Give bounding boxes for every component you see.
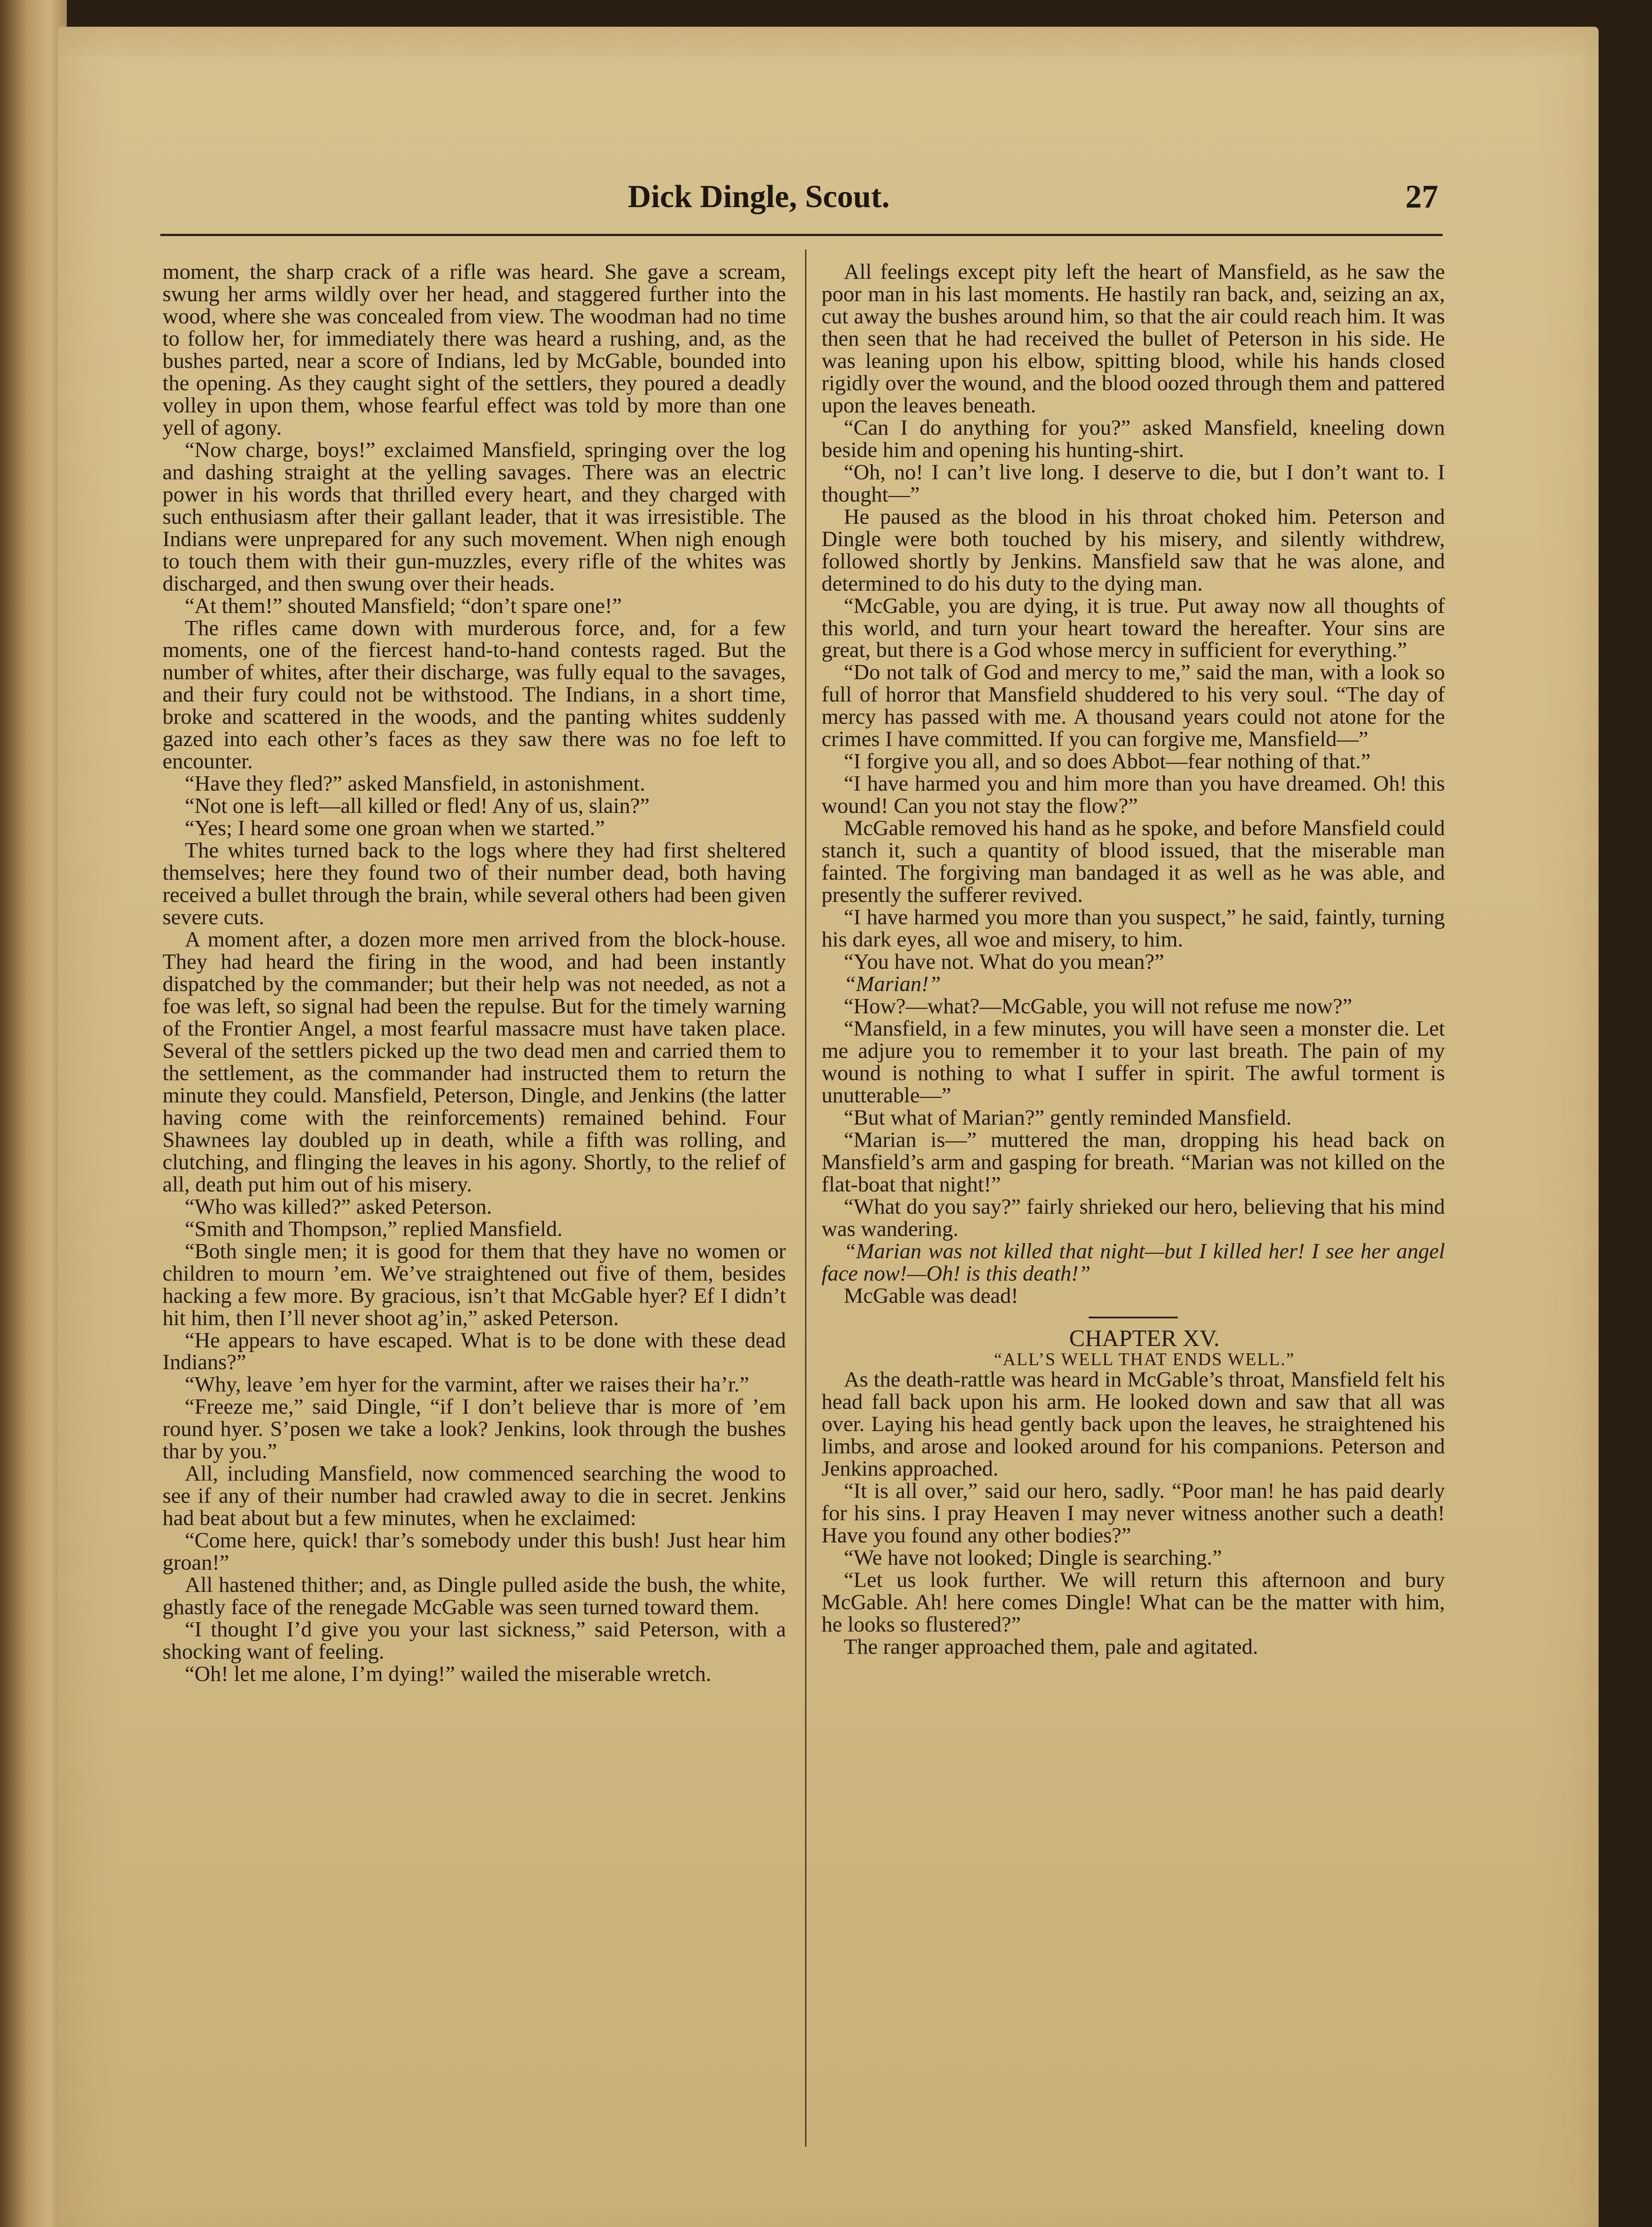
paragraph: “But what of Marian?” gently reminded Mansfield. [844, 1105, 1292, 1130]
paragraph: “Let us look further. We will return this afternoon and bury McGable. Ah! here comes Dingle! What can be the matter with him, he looks so flustered?” [822, 1567, 1445, 1637]
paragraph: “Have they fled?” asked Mansfield, in astonishment. [185, 771, 646, 796]
paragraph: The whites turned back to the logs where they had first sheltered themselves; here they found two of their number dead, both having received a bullet through the brain, while several others had been given severe cuts. [163, 838, 786, 930]
paragraph: “Oh, no! I can’t live long. I deserve to die, but I don’t want to. I thought—” [822, 459, 1445, 506]
paragraph: “Freeze me,” said Dingle, “if I don’t believe thar is more of ’em round hyer. S’posen we take a look? Jenkins, look through the bushes thar by you.” [163, 1394, 786, 1464]
paragraph: “Marian!” [844, 971, 941, 996]
paragraph: “Mansfield, in a few minutes, you will have seen a monster die. Let me adjure you to remember it to your last breath. The pain of my wound is nothing to what I suffer in spirit. The awful torment is unutterable—” [822, 1016, 1445, 1107]
paragraph: “We have not looked; Dingle is searching.” [844, 1545, 1222, 1570]
paragraph: “Now charge, boys!” exclaimed Mansfield, springing over the log and dashing straight at the yelling savages. There was an electric power in his words that thrilled every heart, and they charged with such enthusiasm after their gallant leader, that it was irresistible. The Indians were unprepared for any such movement. When nigh enough to touch them with their gun-muzzles, every rifle of the whites was discharged, and then swung over their heads. [163, 437, 786, 595]
column-divider [805, 249, 806, 2147]
paragraph: As the death-rattle was heard in McGable’s throat, Mansfield felt his head fall back upon his arm. He looked down and saw that all was over. Laying his head gently back upon the leaves, he straightened his limbs, and arose and looked around for his companions. Peterson and Jenkins approached. [822, 1367, 1445, 1481]
paragraph: A moment after, a dozen more men arrived from the block-house. They had heard the firing in the wood, and had been instantly dispatched by the commander; but their help was not needed, as not a foe was left, so signal had been the repulse. But for the timely warning of the Frontier Angel, a most fearful massacre must have taken place. Several of the settlers picked up the two dead men and carried them to the settlement, as the commander had instructed them to return the minute they could. Mansfield, Peterson, Dingle, and Jenkins (the latter having come with the reinforcements) remained behind. Four Shawnees lay doubled up in death, while a fifth was rolling, and clutching, and flinging the leaves in his agony. Shortly, to the relief of all, death put him out of his misery. [163, 927, 786, 1196]
chapter-subtitle: “ALL’S WELL THAT ENDS WELL.” [994, 1349, 1295, 1369]
paragraph: “I forgive you all, and so does Abbot—fear nothing of that.” [844, 749, 1371, 774]
paragraph: “Marian is—” muttered the man, dropping his head back on Mansfield’s arm and gasping for breath. “Marian was not killed on the flat-boat that night!” [822, 1127, 1445, 1196]
page-number: 27 [1405, 179, 1438, 215]
paragraph: He paused as the blood in his throat choked him. Peterson and Dingle were both touched by his misery, and silently withdrew, followed shortly by Jenkins. Mansfield saw that he was alone, and determined to do his duty to the dying man. [822, 504, 1445, 595]
binding-spine [0, 0, 67, 2227]
chapter-title: CHAPTER XV. [1069, 1325, 1220, 1351]
paragraph: “How?—what?—McGable, you will not refuse me now?” [844, 993, 1352, 1018]
paragraph: McGable was dead! [844, 1283, 1018, 1308]
paragraph: “At them!” shouted Mansfield; “don’t spare one!” [185, 593, 622, 618]
paragraph: “You have not. What do you mean?” [844, 949, 1164, 974]
paragraph: “Smith and Thompson,” replied Mansfield. [185, 1216, 563, 1241]
paragraph: McGable removed his hand as he spoke, and before Mansfield could stanch it, such a quantity of blood issued, that the miserable man fainted. The forgiving man bandaged it as well as he was able, and presently the sufferer revived. [822, 816, 1445, 907]
paragraph: All, including Mansfield, now commenced searching the wood to see if any of their number had crawled away to die in secret. Jenkins had beat about but a few minutes, when he exclaimed: [163, 1461, 786, 1530]
paragraph: “Marian was not killed that night—but I killed her! I see her angel face now!—Oh! is this death!” [822, 1238, 1445, 1285]
paragraph: “McGable, you are dying, it is true. Put away now all thoughts of this world, and turn your heart toward the hereafter. Your sins are great, but there is a God whose mercy in sufficient for everything.” [822, 593, 1445, 662]
paragraph: “Why, leave ’em hyer for the varmint, after we raises their ha’r.” [185, 1372, 749, 1397]
running-title: Dick Dingle, Scout. [628, 179, 890, 214]
paragraph: “Who was killed?” asked Peterson. [185, 1194, 492, 1219]
paragraph: The rifles came down with murderous force, and, for a few moments, one of the fiercest hand-to-hand contests raged. But the number of whites, after their discharge, was fully equal to the savages, and their fury could not be withstood. The Indians, in a short time, broke and scattered in the woods, and the panting whites suddenly gazed into each other’s faces as they saw there was no foe left to encounter. [163, 615, 786, 774]
page-header [102, 178, 1438, 232]
paragraph: moment, the sharp crack of a rifle was heard. She gave a scream, swung her arms wildly over her head, and staggered further into the wood, where she was concealed from view. The woodman had no time to follow her, for immediately there was heard a rushing, and, as the bushes parted, near a score of Indians, led by McGable, bounded into the opening. As they caught sight of the settlers, they poured a deadly volley in upon them, whose fearful effect was told by more than one yell of agony. [163, 259, 786, 440]
paragraph: “Do not talk of God and mercy to me,” said the man, with a look so full of horror that Mansfield shuddered to his very soul. “The day of mercy has passed with me. A thousand years could not atone for the crimes I have committed. If you can forgive me, Mansfield—” [822, 660, 1445, 751]
paragraph: “I thought I’d give you your last sickness,” said Peterson, with a shocking want of feeling. [163, 1617, 786, 1664]
paragraph: “He appears to have escaped. What is to be done with these dead Indians?” [163, 1327, 786, 1375]
paragraph: “I have harmed you more than you suspect,” he said, faintly, turning his dark eyes, all woe and misery, to him. [822, 905, 1445, 952]
paragraph: “Not one is left—all killed or fled! Any of us, slain?” [185, 793, 650, 818]
paragraph: “Can I do anything for you?” asked Mansfield, kneeling down beside him and opening his hunting-shirt. [822, 415, 1445, 462]
right-column [822, 261, 1445, 1658]
paragraph: All hastened thither; and, as Dingle pulled aside the bush, the white, ghastly face of the renegade McGable was seen turned toward them. [163, 1572, 786, 1619]
header-rule [160, 234, 1443, 236]
paragraph: “It is all over,” said our hero, sadly. “Poor man! he has paid dearly for his sins. I pray Heaven I may never witness another such a death! Have you found any other bodies?” [822, 1478, 1445, 1548]
paragraph: “What do you say?” fairly shrieked our hero, believing that his mind was wandering. [822, 1194, 1445, 1241]
paragraph: “Both single men; it is good for them that they have no women or children to mourn ’em. We’ve straightened out five of them, besides hacking a few more. By gracious, isn’t that McGable hyer? Ef I didn’t hit him, then I’ll never shoot ag’in,” asked Peterson. [163, 1238, 786, 1330]
paragraph: “Come here, quick! thar’s somebody under this bush! Just hear him groan!” [163, 1528, 786, 1575]
paragraph: The ranger approached them, pale and agitated. [844, 1634, 1258, 1659]
paragraph: “Oh! let me alone, I’m dying!” wailed the miserable wretch. [185, 1661, 712, 1686]
chapter-rule [1089, 1317, 1178, 1318]
left-column [163, 261, 786, 1685]
paragraph: All feelings except pity left the heart of Mansfield, as he saw the poor man in his last moments. He hastily ran back, and, seizing an ax, cut away the bushes around him, so that the air could reach him. It was then seen that he had received the bullet of Peterson in his side. He was leaning upon his elbow, spitting blood, while his hands closed rigidly over the wound, and the blood oozed through them and pattered upon the leaves beneath. [822, 259, 1445, 417]
paragraph: “Yes; I heard some one groan when we started.” [185, 816, 605, 840]
paragraph: “I have harmed you and him more than you have dreamed. Oh! this wound! Can you not stay the flow?” [822, 771, 1445, 818]
